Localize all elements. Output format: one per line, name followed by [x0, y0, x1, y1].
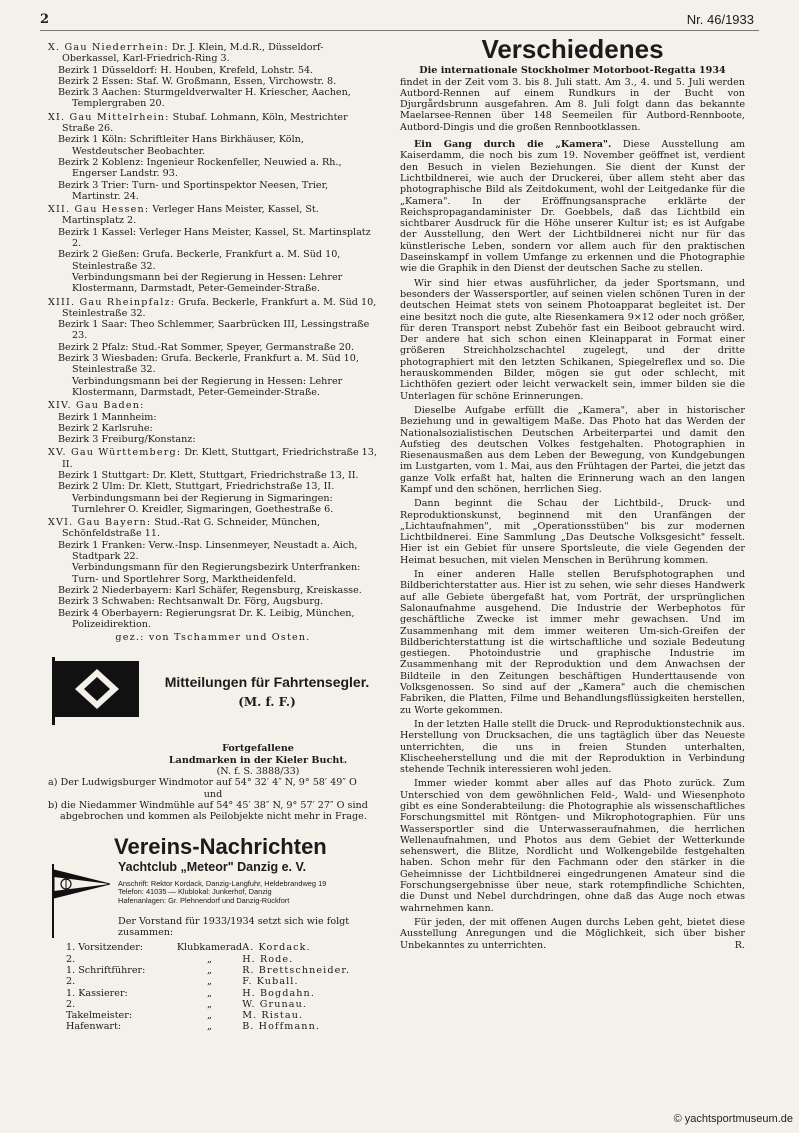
board-row	[66, 954, 378, 965]
bezirk-line: Bezirk 3 Trier: Turn- und Sportinspektor Neesen, Trier, Martinstr. 24.	[58, 179, 329, 202]
club-address-line: Anschrift: Rektor Kordack, Danzig-Langfuhr, Heldebrandweg 19	[118, 878, 327, 888]
left-column	[48, 42, 378, 1033]
gau-title: XV. Gau Württemberg:	[48, 447, 182, 459]
board-prefix: „	[207, 965, 213, 976]
gau-text: Dr. J. Klein, M.d.R., Düsseldorf-Oberkassel, Karl-Friedrich-Ring 3.	[62, 42, 324, 65]
verbindungsmann-note: Verbindungsmann bei der Regierung in Hessen: Lehrer Klostermann, Darmstadt, Peter-Gemeinder-Straße.	[72, 271, 343, 295]
article-paragraph: Dieselbe Aufgabe erfüllt die „Kamera", aber in historischer Beziehung und in gewaltigem Maße. Das Photo hat das Werden der Nationalsozialistischen Deutschen Arbeiterpartei und damit den Aufstieg des deutschen Volkes festgehalten. Photographien in Riesenausmaßen aus dem Leben der Bewegung, von Kundgebungen im Lustgarten, vom 1. Mai, aus den Frühtagen der Partei, die jetzt das ganze Volk erfaßt hat, halten die Erinnerung wach an den langen Kampf und den schönen, herrlichen Sieg.	[400, 404, 745, 495]
board-row	[66, 999, 378, 1010]
watermark: © yachtsportmuseum.de	[673, 1113, 793, 1125]
gau-bayern	[48, 517, 378, 630]
gau-title: XII. Gau Hessen:	[48, 204, 150, 216]
mff-subtitle: (M. f. F.)	[238, 695, 296, 710]
board-role: 2.	[66, 976, 76, 988]
board-row	[66, 1010, 378, 1021]
board-prefix: „	[207, 998, 213, 1010]
bezirk-line: Bezirk 3 Aachen: Sturmgeldverwalter H. Kriescher, Aachen, Templergraben 20.	[58, 87, 351, 110]
vereins-nachrichten-heading: Vereins-Nachrichten	[114, 833, 327, 859]
article-paragraph: Dann beginnt die Schau der Lichtbild-, Druck- und Reproduktionskunst, beginnend mit den Uranfängen der „Lichtaufnahmen", mit „Operationsstüben" bis zur modernen Lichtbildnerei. Eine Sammlung „Das Deutsche Volksgesicht" fesselt. Hier ist ein Gebiet für unsere Sportsleute, die viele Gegenden der Heimat besuchen, mit vielen Menschen in Berührung kommen.	[400, 498, 745, 566]
verbindungsmann-note: Verbindungsmann bei der Regierung in Sigmaringen: Turnlehrer O. Kreidler, Sigmaringen, Goethestraße 6.	[72, 492, 334, 515]
gau-title: X. Gau Niederrhein:	[48, 42, 169, 53]
board-prefix: „	[207, 987, 213, 999]
bezirk-line: Bezirk 1 Stuttgart: Dr. Klett, Stuttgart, Friedrichstraße 13, II.	[58, 469, 359, 481]
gau-hessen	[48, 204, 378, 294]
gau-text: Grufa. Beckerle, Frankfurt a. M. Süd 10, Steinlestraße 32.	[62, 296, 377, 319]
verbindungsmann-note: Verbindungsmann bei der Regierung in Hessen: Lehrer Klostermann, Darmstadt, Peter-Gemeinder-Straße.	[72, 375, 343, 398]
board-name: B. Hoffmann.	[242, 1021, 321, 1033]
landmark-und: und	[203, 788, 223, 800]
bezirk-line: Bezirk 2 Essen: Staf. W. Großmann, Essen, Virchowstr. 8.	[58, 75, 337, 87]
board-role: 1. Schriftführer:	[66, 965, 146, 976]
mff-header	[48, 651, 378, 743]
board-row	[66, 988, 378, 999]
landmarks-heading: Fortgefallene	[222, 743, 294, 755]
verschiedenes-heading: Verschiedenes	[481, 34, 664, 64]
author-initial: R.	[734, 939, 745, 951]
club-name: Yachtclub „Meteor" Danzig e. V.	[118, 859, 307, 874]
closing-text: Für jeden, der mit offenen Augen durchs Leben geht, bietet diese Ausstellung Anregungen und die Möglichkeit, sich über bisher Unbekanntes zu unterrichten.	[400, 916, 745, 951]
club-phone-line: Telefon: 41035 — Klublokal: Junkerhof, Danzig	[118, 887, 272, 897]
fahrtensegler-flag-icon	[52, 657, 142, 725]
right-column	[400, 34, 745, 954]
kamera-text: Diese Ausstellung am Kaiserdamm, die noch bis zum 19. November geöffnet ist, verdient den Besuch in vielen Beziehungen. Sie dient der Kunst der Lichtbildnerei, wie auch der Druckerei, über allem steht aber das photographische Bild als Zeitdokument, wohl der Leitgedanke für die „Kamera". In der Eröffnungsansprache erklärte der Reichspropagandaminister Dr. Goebbels, daß das Lichtbild ein sichtbarer Ausdruck für die Höhe unserer Kultur ist; es ist Aufgabe der Ausstellung, den Wert der Lichtbildnerei nicht nur für das künstlerische Leben, sondern vor allem auch für den praktischen Daseinskampf in vollem Umfange zu erkennen und die Photographie wie die Graphik in den Dienst der deutschen Sache zu stellen.	[400, 139, 745, 275]
board-role: 2.	[66, 953, 76, 965]
board-name: F. Kuball.	[242, 976, 299, 988]
yachtclub-header	[48, 859, 378, 944]
board-row	[66, 976, 378, 987]
landmarks-heading-2: Landmarken in der Kieler Bucht.	[168, 754, 348, 766]
bezirk-line: Bezirk 1 Franken: Verw.-Insp. Linsenmeyer, Neustadt a. Aich, Stadtpark 22.	[58, 539, 358, 563]
bezirk-line: Bezirk 1 Saar: Theo Schlemmer, Saarbrücken III, Lessingstraße 23.	[58, 319, 370, 342]
board-prefix: „	[207, 953, 213, 965]
gau-title: XI. Gau Mittelrhein:	[48, 111, 170, 123]
bezirk-line: Bezirk 2 Karlsruhe:	[58, 422, 153, 434]
kamera-paragraph	[400, 139, 745, 275]
bezirk-line: Bezirk 1 Kassel: Verleger Hans Meister, Kassel, St. Martinsplatz 2.	[58, 226, 371, 250]
bezirk-line: Bezirk 3 Freiburg/Konstanz:	[58, 434, 196, 446]
board-name: H. Bogdahn.	[242, 987, 315, 999]
board-name: W. Grunau.	[242, 998, 308, 1010]
kamera-title: Ein Gang durch die „Kamera".	[414, 139, 612, 151]
gau-title: XVI. Gau Bayern:	[48, 517, 152, 529]
board-name: R. Brettschneider.	[242, 965, 351, 976]
gau-text: Dr. Klett, Stuttgart, Friedrichstraße 13, II.	[62, 447, 377, 470]
gau-wuerttemberg	[48, 447, 378, 515]
article-paragraph: Immer wieder kommt aber alles auf das Photo zurück. Zum Unterschied von dem gewöhnlichen Feld-, Wald- und Wiesenphoto gibt es eine Sonderabteilung: die Photographie als wissenschaftliches Forschungsmittel mit Röntgen- und Mikrophotographien. Für uns Wassersportler sind die Unterwasseraufnahmen, die herrlichen Wellenaufnahmen, und Photos aus dem Gebiet der Wetterkunde sehenswert, die Blitze, Nordlicht und Wolkengebilde festgehalten haben. Schon mehr für den Fachmann oder den stärker in die Geheimnisse der Lichtbildnerei eingedrungenen Amateur sind die Forschungsergebnisse über neue, stark rotempfindliche Schichten, die Dunst und Nebel durchdringen, ohne daß das Auge noch etwas wahrnehmen kann.	[400, 778, 745, 914]
article-paragraph: Wir sind hier etwas ausführlicher, da jeder Sportsmann, und besonders der Wassersportler, auf seinen vielen schönen Turen in der deutschen Heimat stets von seinem Photoapparat begleitet ist. Der eine besitzt noch die gute, alte Riesenkamera 9×12 oder noch größer, für deren Transport nebst Zubehör fast ein Beiboot gebraucht wird. Der andere hat sich schon einen Kleinapparat in Format einer größeren Streichholzschachtel zugelegt, und der dritte photographiert mit den letzten Schikanen, Spiegelreflex und so. Die herauskommenden Bilder, mögen sie gut oder schlecht, mit Lichthöfen geziert oder leicht verwackelt sein, immer bilden sie die Unterlagen für schöne Erinnerungen.	[400, 277, 745, 402]
page-number: 2	[40, 12, 50, 27]
header-rule	[40, 30, 759, 31]
landmark-b: b) die Niedammer Windmühle auf 54° 45′ 38″ N, 9° 57′ 27″ O sind abgebrochen und kommen als Peilobjekte nicht mehr in Frage.	[48, 799, 368, 823]
bezirk-line: Bezirk 3 Schwaben: Rechtsanwalt Dr. Förg, Augsburg.	[58, 596, 324, 608]
gau-rheinpfalz	[48, 297, 378, 399]
bezirk-line: Bezirk 1 Köln: Schriftleiter Hans Birkhäuser, Köln, Westdeutscher Beobachter.	[58, 134, 304, 157]
bezirk-line: Bezirk 2 Niederbayern: Karl Schäfer, Regensburg, Kreiskasse.	[58, 584, 362, 596]
club-address	[118, 880, 326, 906]
board-name: H. Rode.	[242, 953, 294, 965]
regatta-title: Die internationale Stockholmer Motorboot-Regatta 1934	[419, 65, 726, 77]
gau-baden	[48, 400, 378, 445]
board-row	[66, 965, 378, 976]
board-prefix: Klubkamerad	[176, 942, 243, 954]
bezirk-line: Bezirk 1 Mannheim:	[58, 411, 157, 423]
bezirk-line: Bezirk 4 Oberbayern: Regierungsrat Dr. K. Leibig, München, Polizeidirektion.	[58, 607, 355, 630]
gau-title: XIV. Gau Baden:	[48, 400, 145, 412]
gau-text: Stubaf. Lohmann, Köln, Mestrichter Straße 26.	[62, 111, 348, 135]
regatta-text: findet in der Zeit vom 3. bis 8. Juli statt. Am 3., 4. und 5. Juli werden Autbord-Rennen auf einem Rundkurs in der Bucht von Djurgårdsbrunn ausgefahren. Am 8. Juli folgt dann das bekannte Maelarsee-Rennen über 148 Seemeilen für Autbord-Rennboote, Autbord-Dingis und die großen Rennbootklassen.	[400, 76, 745, 133]
club-burgee-icon	[50, 864, 112, 938]
landmark-a: a) Der Ludwigsburger Windmotor auf 54° 32′ 4″ N, 9° 58′ 49″ O	[48, 777, 357, 789]
board-name: M. Ristau.	[242, 1010, 304, 1022]
bezirk-line: Bezirk 2 Gießen: Grufa. Beckerle, Frankfurt a. M. Süd 10, Steinlestraße 32.	[58, 249, 341, 272]
nfs-reference: (N. f. S. 3888/33)	[216, 766, 300, 778]
board-row	[66, 1021, 378, 1032]
board-prefix: „	[207, 976, 213, 988]
article-paragraph: In der letzten Halle stellt die Druck- und Reproduktionstechnik aus. Herstellung von Drucksachen, die uns tagtäglich über das Neueste unterrichten, die uns in freien Stunden unterhalten, Klischeeherstellung und die mit der Reproduktion in Verbindung stehende Technik interessieren wohl jeden.	[400, 718, 745, 776]
article-paragraph	[400, 917, 745, 951]
board-name: A. Kordack.	[242, 942, 311, 954]
issue-number: Nr. 46/1933	[686, 12, 754, 27]
board-table	[66, 942, 378, 1032]
gau-text: Stud.-Rat G. Schneider, München, Schönfeldstraße 11.	[62, 517, 321, 540]
gau-niederrhein	[48, 42, 378, 110]
board-intro: Der Vorstand für 1933/1934 setzt sich wie folgt zusammen:	[118, 915, 350, 939]
board-prefix: „	[207, 1021, 213, 1033]
board-role: 1. Kassierer:	[66, 987, 128, 999]
bezirk-line: Bezirk 3 Wiesbaden: Grufa. Beckerle, Frankfurt a. M. Süd 10, Steinlestraße 32.	[58, 353, 359, 376]
mff-title: Mitteilungen für Fahrtensegler.	[164, 674, 370, 691]
board-prefix: „	[207, 1010, 213, 1022]
gau-mittelrhein	[48, 112, 378, 202]
board-role: Takelmeister:	[66, 1010, 133, 1022]
bezirk-line: Bezirk 2 Pfalz: Stud.-Rat Sommer, Speyer, Germanstraße 20.	[58, 341, 355, 353]
bezirk-line: Bezirk 2 Koblenz: Ingenieur Rockenfeller, Neuwied a. Rh., Engerser Landstr. 93.	[58, 156, 342, 180]
article-paragraph: In einer anderen Halle stellen Berufsphotographen und Bildberichterstatter aus. Hier ist zu sehen, wie sehr dieses Handwerk auf alle Gebiete übergefaßt hat, vom Porträt, der ursprünglichen Salonaufnahme ausgehend. Die Industrie der Werbephotos für geschäftliche Zwecke ist immer mehr gewachsen. Und im Zusammenhang mit dem immer weiteren Um-sich-Greifen der Bildberichterstattung ist die wirtschaftliche und soziale Bedeutung gestiegen. Photoindustrie und graphische Industrie im Zusammenhang mit der Reproduktion und dem Anwachsen der Bildteile in den Zeitungen beschäftigen Hunderttausende von Volksgenossen. So sind auf der „Kamera" auch die chemischen Fabriken, die Platten, Filme und Behandlungsflüssigkeiten herstellen, zu Worte gekommen.	[400, 569, 745, 716]
board-role: Hafenwart:	[66, 1021, 122, 1033]
board-role: 1. Vorsitzender:	[66, 942, 144, 954]
gau-title: XIII. Gau Rheinpfalz:	[48, 296, 176, 308]
gau-text: Verleger Hans Meister, Kassel, St. Martinsplatz 2.	[62, 204, 319, 227]
club-harbor-line: Hafenanlagen: Gr. Plehnendorf und Danzig-Rückfort	[118, 896, 290, 905]
board-role: 2.	[66, 998, 76, 1010]
board-row	[66, 942, 378, 953]
bezirk-line: Bezirk 2 Ulm: Dr. Klett, Stuttgart, Friedrichstraße 13, II.	[58, 481, 335, 493]
signature: gez.: von Tschammer und Osten.	[115, 632, 311, 644]
bezirk-line: Bezirk 1 Düsseldorf: H. Houben, Krefeld, Lohstr. 54.	[58, 64, 314, 76]
verbindungsmann-note: Verbindungsmann für den Regierungsbezirk Unterfranken: Turn- und Sportlehrer Sorg, Marktheidenfeld.	[72, 562, 361, 585]
